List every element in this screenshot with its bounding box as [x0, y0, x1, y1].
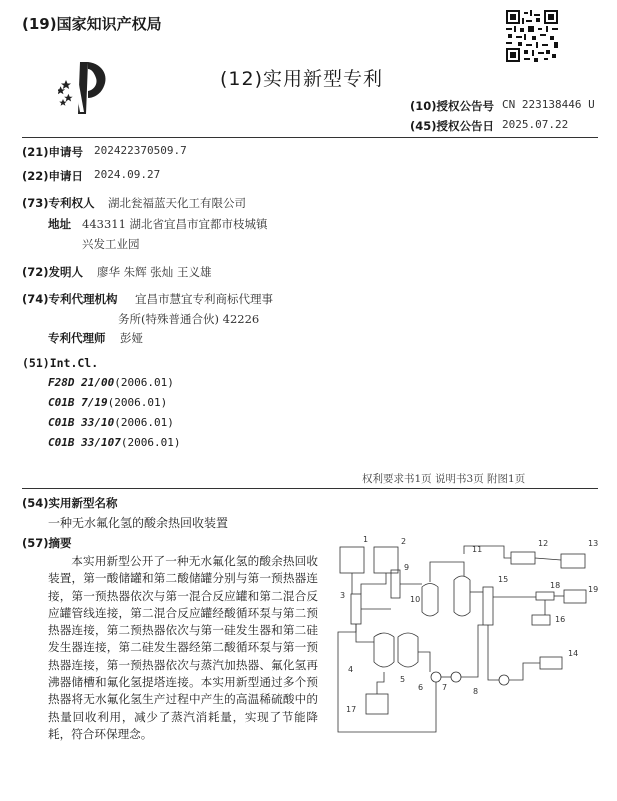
address-line-2: 兴发工业园	[82, 237, 140, 251]
utility-model-title: 一种无水氟化氢的酸余热回收装置	[48, 516, 229, 530]
label-9: 9	[404, 563, 410, 572]
abstract-text: 本实用新型公开了一种无水氟化氢的酸余热回收装置，第一酸储罐和第二酸储罐分别与第一预热器连接，第一预热器依次与第一混合反应罐和第二混合反应罐管线连接，第二混合反应罐经酸循环泵与第二预热器连接，第二预热器依次与第一硅发生器和第二硅发生器连接，第二硅发生器经第二酸循环泵与第一预热器连接，第一预热器依次与蒸汽加热器、氟化氢再沸器储槽和氟化氢提塔连接。本实用新型通过多个预热器将无水氟化氢生产过程中产生的高温稀硫酸中的热量回收利用，减少了蒸汽消耗量，实现了节能降耗，符合环保理念。	[48, 554, 318, 741]
label-14: 14	[568, 649, 579, 658]
app-no: 202422370509.7	[94, 144, 187, 157]
document-type: (12)实用新型专利	[220, 68, 384, 90]
label-12: 12	[538, 539, 549, 548]
agency-label: (74)专利代理机构	[22, 292, 118, 306]
patentee-label: (73)专利权人	[22, 196, 95, 210]
intcl-label: (51)Int.Cl.	[22, 356, 99, 370]
pub-date-label: (45)授权公告日	[410, 119, 495, 133]
qr-code	[506, 10, 558, 62]
label-2: 2	[401, 537, 407, 546]
label-7: 7	[442, 683, 448, 692]
inventors: 廖华 朱辉 张灿 王义雄	[97, 265, 212, 279]
label-8: 8	[473, 687, 479, 696]
label-1: 1	[363, 535, 369, 544]
intcl-entry: C01B 33/10(2006.01)	[48, 416, 174, 429]
pub-no-label: (10)授权公告号	[410, 99, 495, 113]
label-6: 6	[418, 683, 424, 692]
label-10: 10	[410, 595, 421, 604]
patentee: 湖北瓮福蓝天化工有限公司	[108, 196, 246, 210]
cnipa-logo	[58, 58, 110, 114]
label-19: 19	[588, 585, 599, 594]
label-16: 16	[555, 615, 566, 624]
agent-label: 专利代理师	[48, 331, 106, 345]
divider-middle	[22, 488, 598, 489]
label-15: 15	[498, 575, 509, 584]
app-date-label: (22)申请日	[22, 169, 84, 183]
label-17: 17	[346, 705, 357, 714]
label-4: 4	[348, 665, 354, 674]
address-line-1: 443311 湖北省宜昌市宜都市枝城镇	[82, 217, 268, 231]
intcl-entry: C01B 33/107(2006.01)	[48, 436, 181, 449]
app-date: 2024.09.27	[94, 168, 161, 181]
app-no-label: (21)申请号	[22, 145, 84, 159]
label-3: 3	[340, 591, 346, 600]
title-label: (54)实用新型名称	[22, 496, 118, 510]
label-13: 13	[588, 539, 599, 548]
agency-line-1: 宜昌市慧宜专利商标代理事	[135, 292, 273, 306]
abstract-label: (57)摘要	[22, 536, 72, 550]
address-label: 地址	[48, 217, 71, 231]
intcl-entry: C01B 7/19(2006.01)	[48, 396, 168, 409]
agency-line-2: 务所(特殊普通合伙) 42226	[118, 312, 260, 326]
diagram-labels	[340, 535, 598, 714]
inventors-label: (72)发明人	[22, 265, 84, 279]
apparatus-diagram	[318, 532, 608, 782]
intcl-entry: F28D 21/00(2006.01)	[48, 376, 174, 389]
agent: 彭娅	[120, 331, 143, 345]
pub-no: CN 223138446 U	[502, 98, 595, 111]
office-name: (19)国家知识产权局	[22, 15, 162, 33]
label-5: 5	[400, 675, 406, 684]
divider-top	[22, 137, 598, 138]
label-18: 18	[550, 581, 561, 590]
pub-date: 2025.07.22	[502, 118, 569, 131]
label-11: 11	[472, 545, 483, 554]
pages-info: 权利要求书1页 说明书3页 附图1页	[362, 473, 526, 485]
